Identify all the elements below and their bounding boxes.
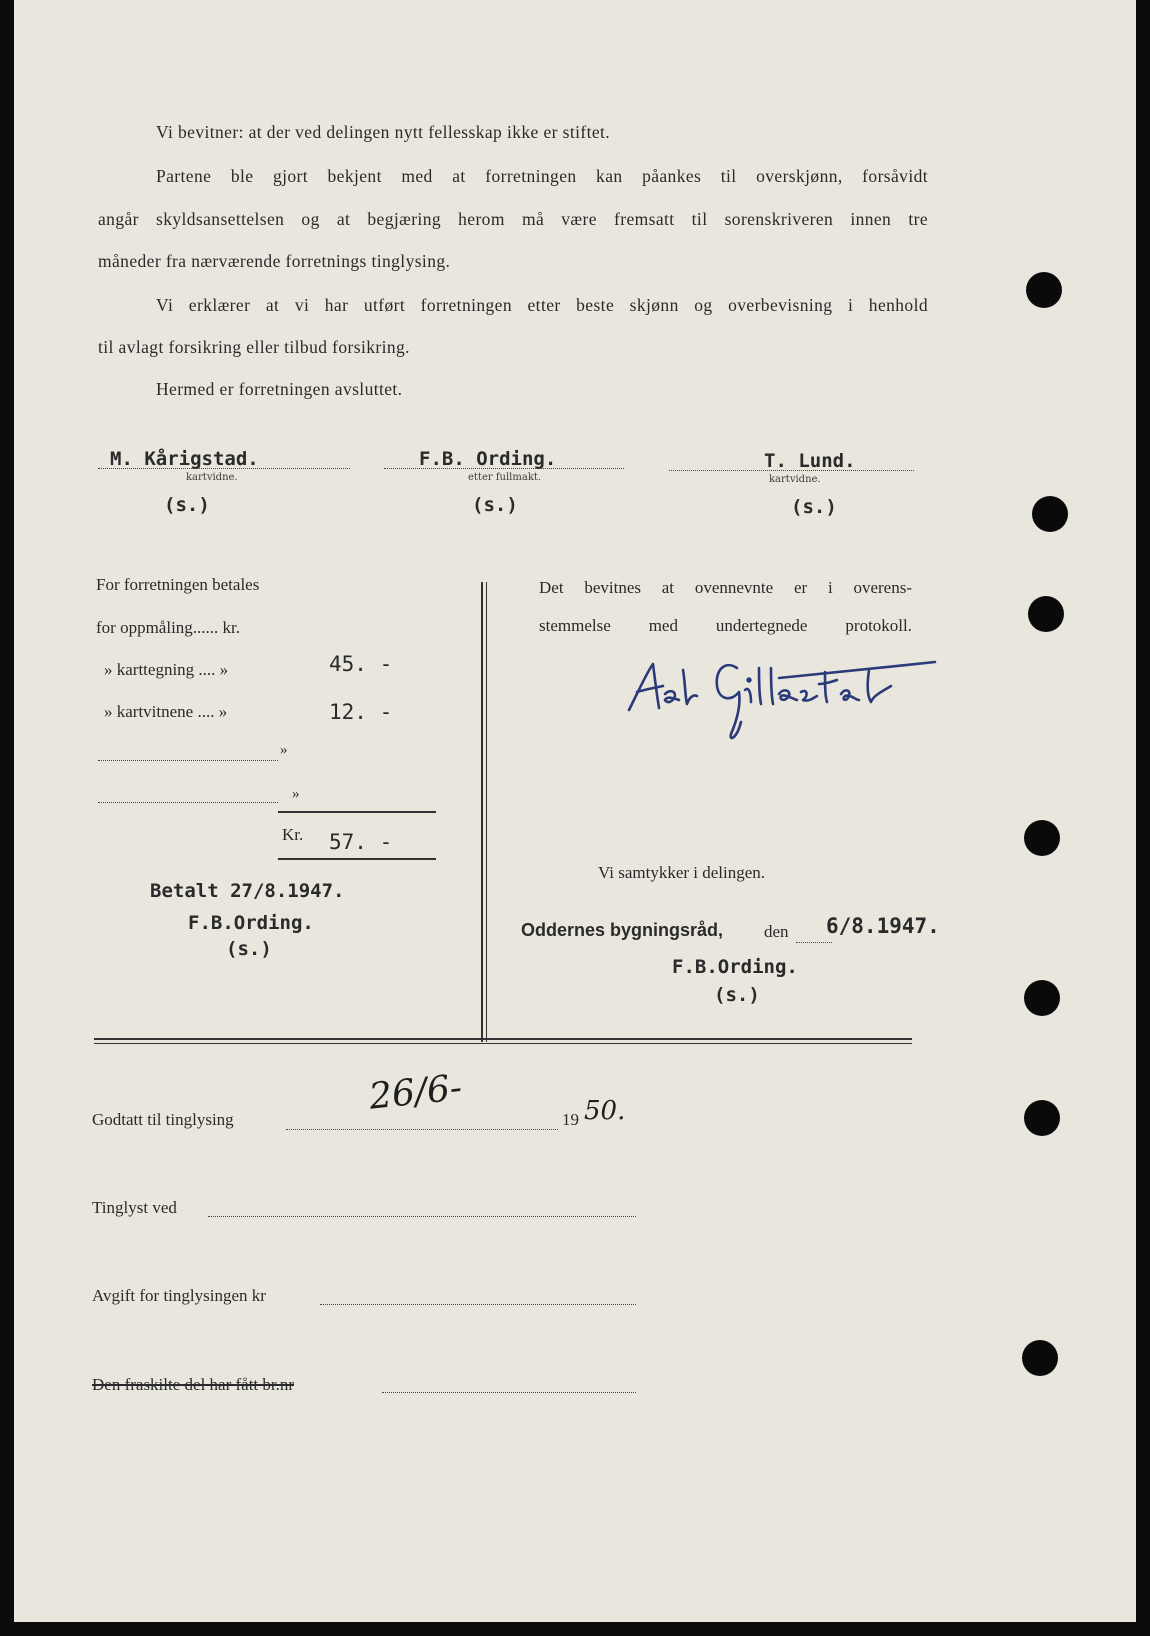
paid-by: F.B.Ording.	[188, 912, 314, 934]
paragraph-declaration-line-1: Vi erklærer at vi har utført forretningen etter beste skjønn og overbevisning i henhold	[156, 295, 928, 315]
fee-row-mapping: » karttegning .... »	[104, 660, 229, 679]
handwritten-signature	[619, 650, 939, 750]
signature-name-3: T. Lund.	[764, 450, 856, 472]
punch-hole	[1028, 596, 1064, 632]
document-page	[14, 0, 1136, 1622]
council-date-line	[796, 942, 832, 943]
certification-line-2: stemmelse med undertegnede protokoll.	[539, 616, 912, 635]
council-date: 6/8.1947.	[826, 914, 940, 938]
signature-role-1: kartvidne.	[186, 472, 238, 483]
signature-mark-1: (s.)	[164, 494, 210, 516]
council-den: den	[764, 922, 789, 941]
fee-total-value: 57. -	[329, 830, 393, 854]
fee-blank-line-2	[98, 802, 278, 803]
fee-label: Avgift for tinglysingen kr	[92, 1286, 266, 1305]
section-rule-inner	[94, 1043, 912, 1044]
accepted-label: Godtatt til tinglysing	[92, 1110, 234, 1129]
fee-total-top-rule	[278, 811, 436, 813]
registered-line	[208, 1216, 636, 1217]
signature-role-3: kartvidne.	[769, 474, 821, 485]
signature-line-1	[98, 468, 350, 469]
council-signer-mark: (s.)	[714, 984, 760, 1006]
fee-blank-line-1	[98, 760, 278, 761]
fee-total-label: Kr.	[282, 825, 304, 844]
consent-statement: Vi samtykker i delingen.	[598, 863, 766, 882]
signature-mark-3: (s.)	[791, 496, 837, 518]
struck-line	[382, 1392, 636, 1393]
punch-hole	[1032, 496, 1068, 532]
punch-hole	[1024, 1100, 1060, 1136]
punch-hole	[1024, 980, 1060, 1016]
fee-blank-mark-2: »	[292, 786, 300, 802]
signature-line-2	[384, 468, 624, 469]
paragraph-appeal-line-2: angår skyldsansettelsen og at begjæring herom må være fremsatt til sorenskriveren innen tre	[98, 209, 928, 229]
column-divider	[481, 582, 483, 1042]
registered-label: Tinglyst ved	[92, 1198, 177, 1217]
section-rule	[94, 1038, 912, 1040]
paragraph-appeal-line-1: Partene ble gjort bekjent med at forretningen kan påankes til overskjønn, forsåvidt	[156, 166, 928, 186]
paid-line: Betalt 27/8.1947.	[150, 880, 345, 902]
council-signer: F.B.Ording.	[672, 956, 798, 978]
paragraph-closing: Hermed er forretningen avsluttet.	[156, 379, 403, 399]
fee-value-mapping: 45. -	[329, 652, 393, 676]
fees-heading: For forretningen betales	[96, 575, 260, 594]
council-name: Oddernes bygningsråd,	[521, 920, 724, 940]
certification-line-1: Det bevitnes at ovennevnte er i overens-	[539, 578, 912, 597]
punch-hole	[1026, 272, 1062, 308]
fee-total-bottom-rule	[278, 858, 436, 860]
paragraph-declaration-line-2: til avlagt forsikring eller tilbud forsikring.	[98, 337, 410, 357]
signature-mark-2: (s.)	[472, 494, 518, 516]
signature-role-2: etter fullmakt.	[468, 472, 542, 483]
fee-row-surveying: for oppmåling...... kr.	[96, 618, 241, 637]
punch-hole	[1024, 820, 1060, 856]
fee-blank-mark-1: »	[280, 742, 288, 758]
accepted-year-prefix: 19	[562, 1110, 579, 1129]
struck-label: Den fraskilte del har fått br.nr	[92, 1375, 295, 1394]
fee-line	[320, 1304, 636, 1305]
paragraph-appeal-line-3: måneder fra nærværende forretnings tinglysing.	[98, 251, 451, 271]
fee-row-witnesses: » kartvitnene .... »	[104, 702, 228, 721]
accepted-day-handwritten: 26/6-	[367, 1067, 464, 1118]
paid-mark: (s.)	[226, 938, 272, 960]
accepted-year-handwritten: 50.	[584, 1096, 626, 1126]
signature-line-3	[669, 470, 914, 471]
paragraph-witness: Vi bevitner: at der ved delingen nytt fellesskap ikke er stiftet.	[156, 122, 611, 142]
signature-name-2: F.B. Ording.	[419, 448, 557, 470]
fee-value-witnesses: 12. -	[329, 700, 393, 724]
accepted-line	[286, 1129, 558, 1130]
punch-hole	[1022, 1340, 1058, 1376]
signature-name-1: M. Kårigstad.	[110, 448, 259, 470]
column-divider-inner	[486, 582, 487, 1042]
